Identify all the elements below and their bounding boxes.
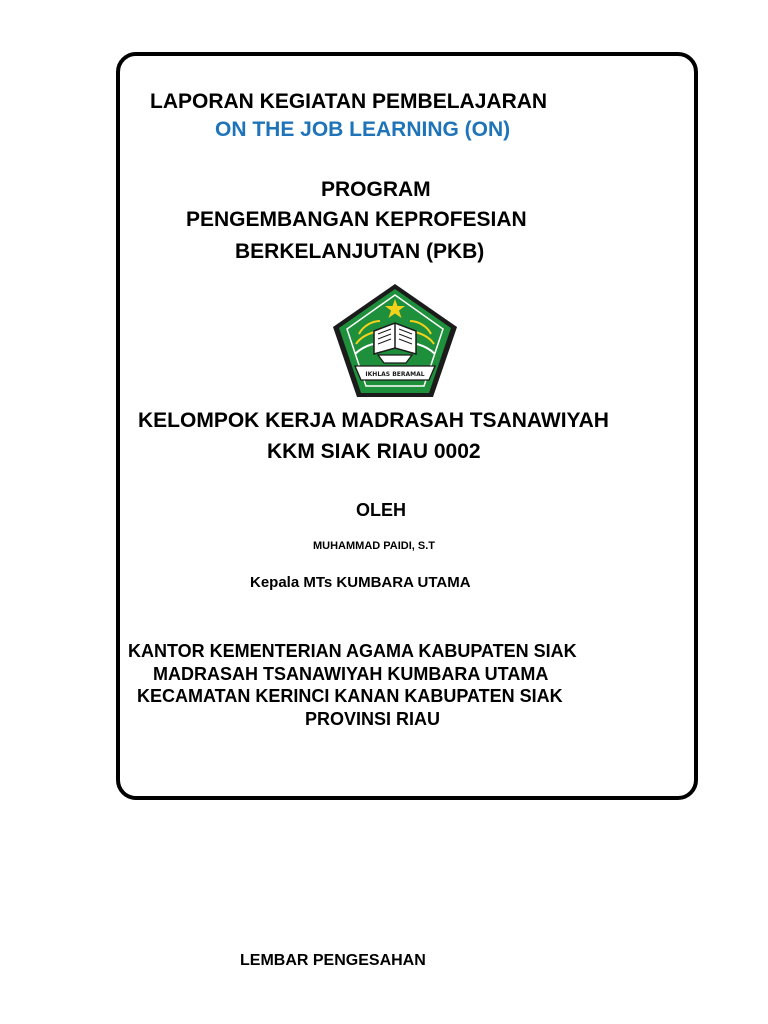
- office-line-3: KECAMATAN KERINCI KANAN KABUPATEN SIAK: [137, 686, 563, 706]
- author-name: MUHAMMAD PAIDI, S.T: [313, 540, 436, 552]
- working-group-line-1: KELOMPOK KERJA MADRASAH TSANAWIYAH: [138, 409, 609, 432]
- kemenag-pentagon-logo-icon: [330, 282, 460, 400]
- office-line-4: PROVINSI RIAU: [305, 709, 441, 729]
- office-line-2: MADRASAH TSANAWIYAH KUMBARA UTAMA: [153, 664, 549, 684]
- report-title: LAPORAN KEGIATAN PEMBELAJARAN: [150, 90, 548, 113]
- program-name-line-1: PENGEMBANGAN KEPROFESIAN: [186, 208, 527, 231]
- next-section-title: LEMBAR PENGESAHAN: [240, 952, 426, 969]
- by-label: OLEH: [356, 500, 407, 520]
- working-group-line-2: KKM SIAK RIAU 0002: [267, 440, 481, 463]
- program-name-line-2: BERKELANJUTAN (PKB): [235, 240, 485, 263]
- author-role: Kepala MTs KUMBARA UTAMA: [250, 574, 471, 591]
- svg-text:IKHLAS BERAMAL: IKHLAS BERAMAL: [365, 371, 425, 378]
- program-label: PROGRAM: [321, 178, 431, 201]
- office-line-1: KANTOR KEMENTERIAN AGAMA KABUPATEN SIAK: [128, 641, 577, 661]
- report-subtitle: ON THE JOB LEARNING (ON): [215, 118, 511, 141]
